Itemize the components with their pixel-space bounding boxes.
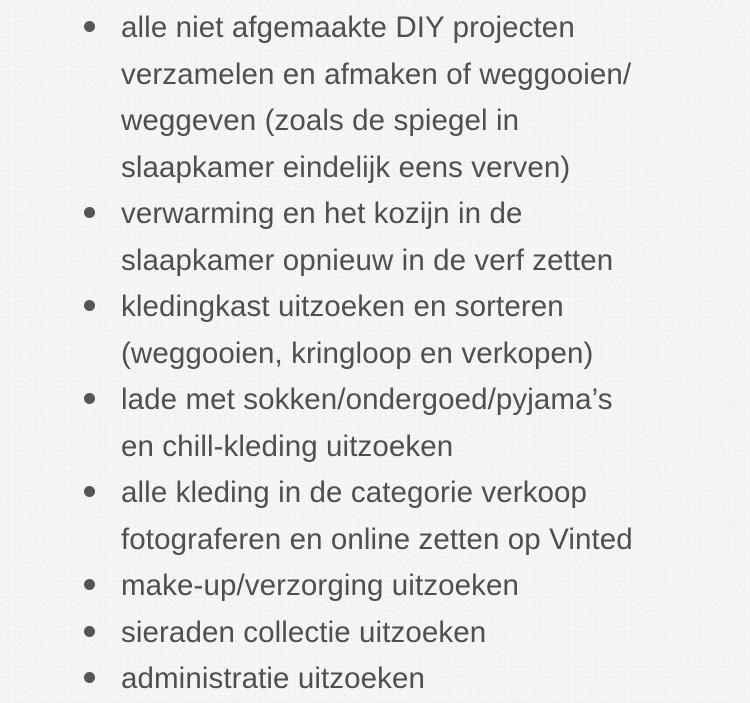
list-item-text-line: lade met sokken/ondergoed/pyjama’s xyxy=(121,383,613,416)
list-item xyxy=(0,284,750,377)
bullet-icon xyxy=(84,626,95,637)
list-item-text-line: verzamelen en afmaken of weggooien/ xyxy=(121,57,632,91)
list-item xyxy=(0,563,750,610)
list-item-text-line: (weggooien, kringloop en verkopen) xyxy=(121,336,594,370)
list-item-text-line: weggeven (zoals de spiegel in xyxy=(121,104,520,137)
list-item xyxy=(0,5,750,191)
list-item xyxy=(0,610,750,657)
bullet-icon xyxy=(84,486,95,497)
list-item-text-line: verwarming en het kozijn in de xyxy=(121,197,523,230)
list-item xyxy=(0,191,750,284)
list-item-text-line: fotograferen en online zetten op Vinted xyxy=(121,522,633,556)
bullet-icon xyxy=(84,393,95,404)
bullet-icon xyxy=(84,207,95,218)
list-item xyxy=(0,377,750,470)
list-item-text-line: make-up/verzorging uitzoeken xyxy=(121,569,519,602)
list-item-text-line: en chill-kleding uitzoeken xyxy=(121,429,454,463)
bullet-icon xyxy=(84,672,95,683)
bullet-icon xyxy=(84,579,95,590)
list-item-text-line: alle kleding in de categorie verkoop xyxy=(121,476,588,509)
bullet-icon xyxy=(84,300,95,311)
list-item-text-line: alle niet afgemaakte DIY projecten xyxy=(121,11,575,44)
list-item-text-line: slaapkamer opnieuw in de verf zetten xyxy=(121,243,614,277)
list-item xyxy=(0,470,750,563)
bullet-icon xyxy=(84,21,95,32)
list-item-text-line: sieraden collectie uitzoeken xyxy=(121,615,487,649)
todo-list xyxy=(0,5,750,703)
list-item-text-line: kledingkast uitzoeken en sorteren xyxy=(121,290,564,323)
list-item-text-line: administratie uitzoeken xyxy=(121,662,426,695)
list-item-text-line: slaapkamer eindelijk eens verven) xyxy=(121,150,571,184)
